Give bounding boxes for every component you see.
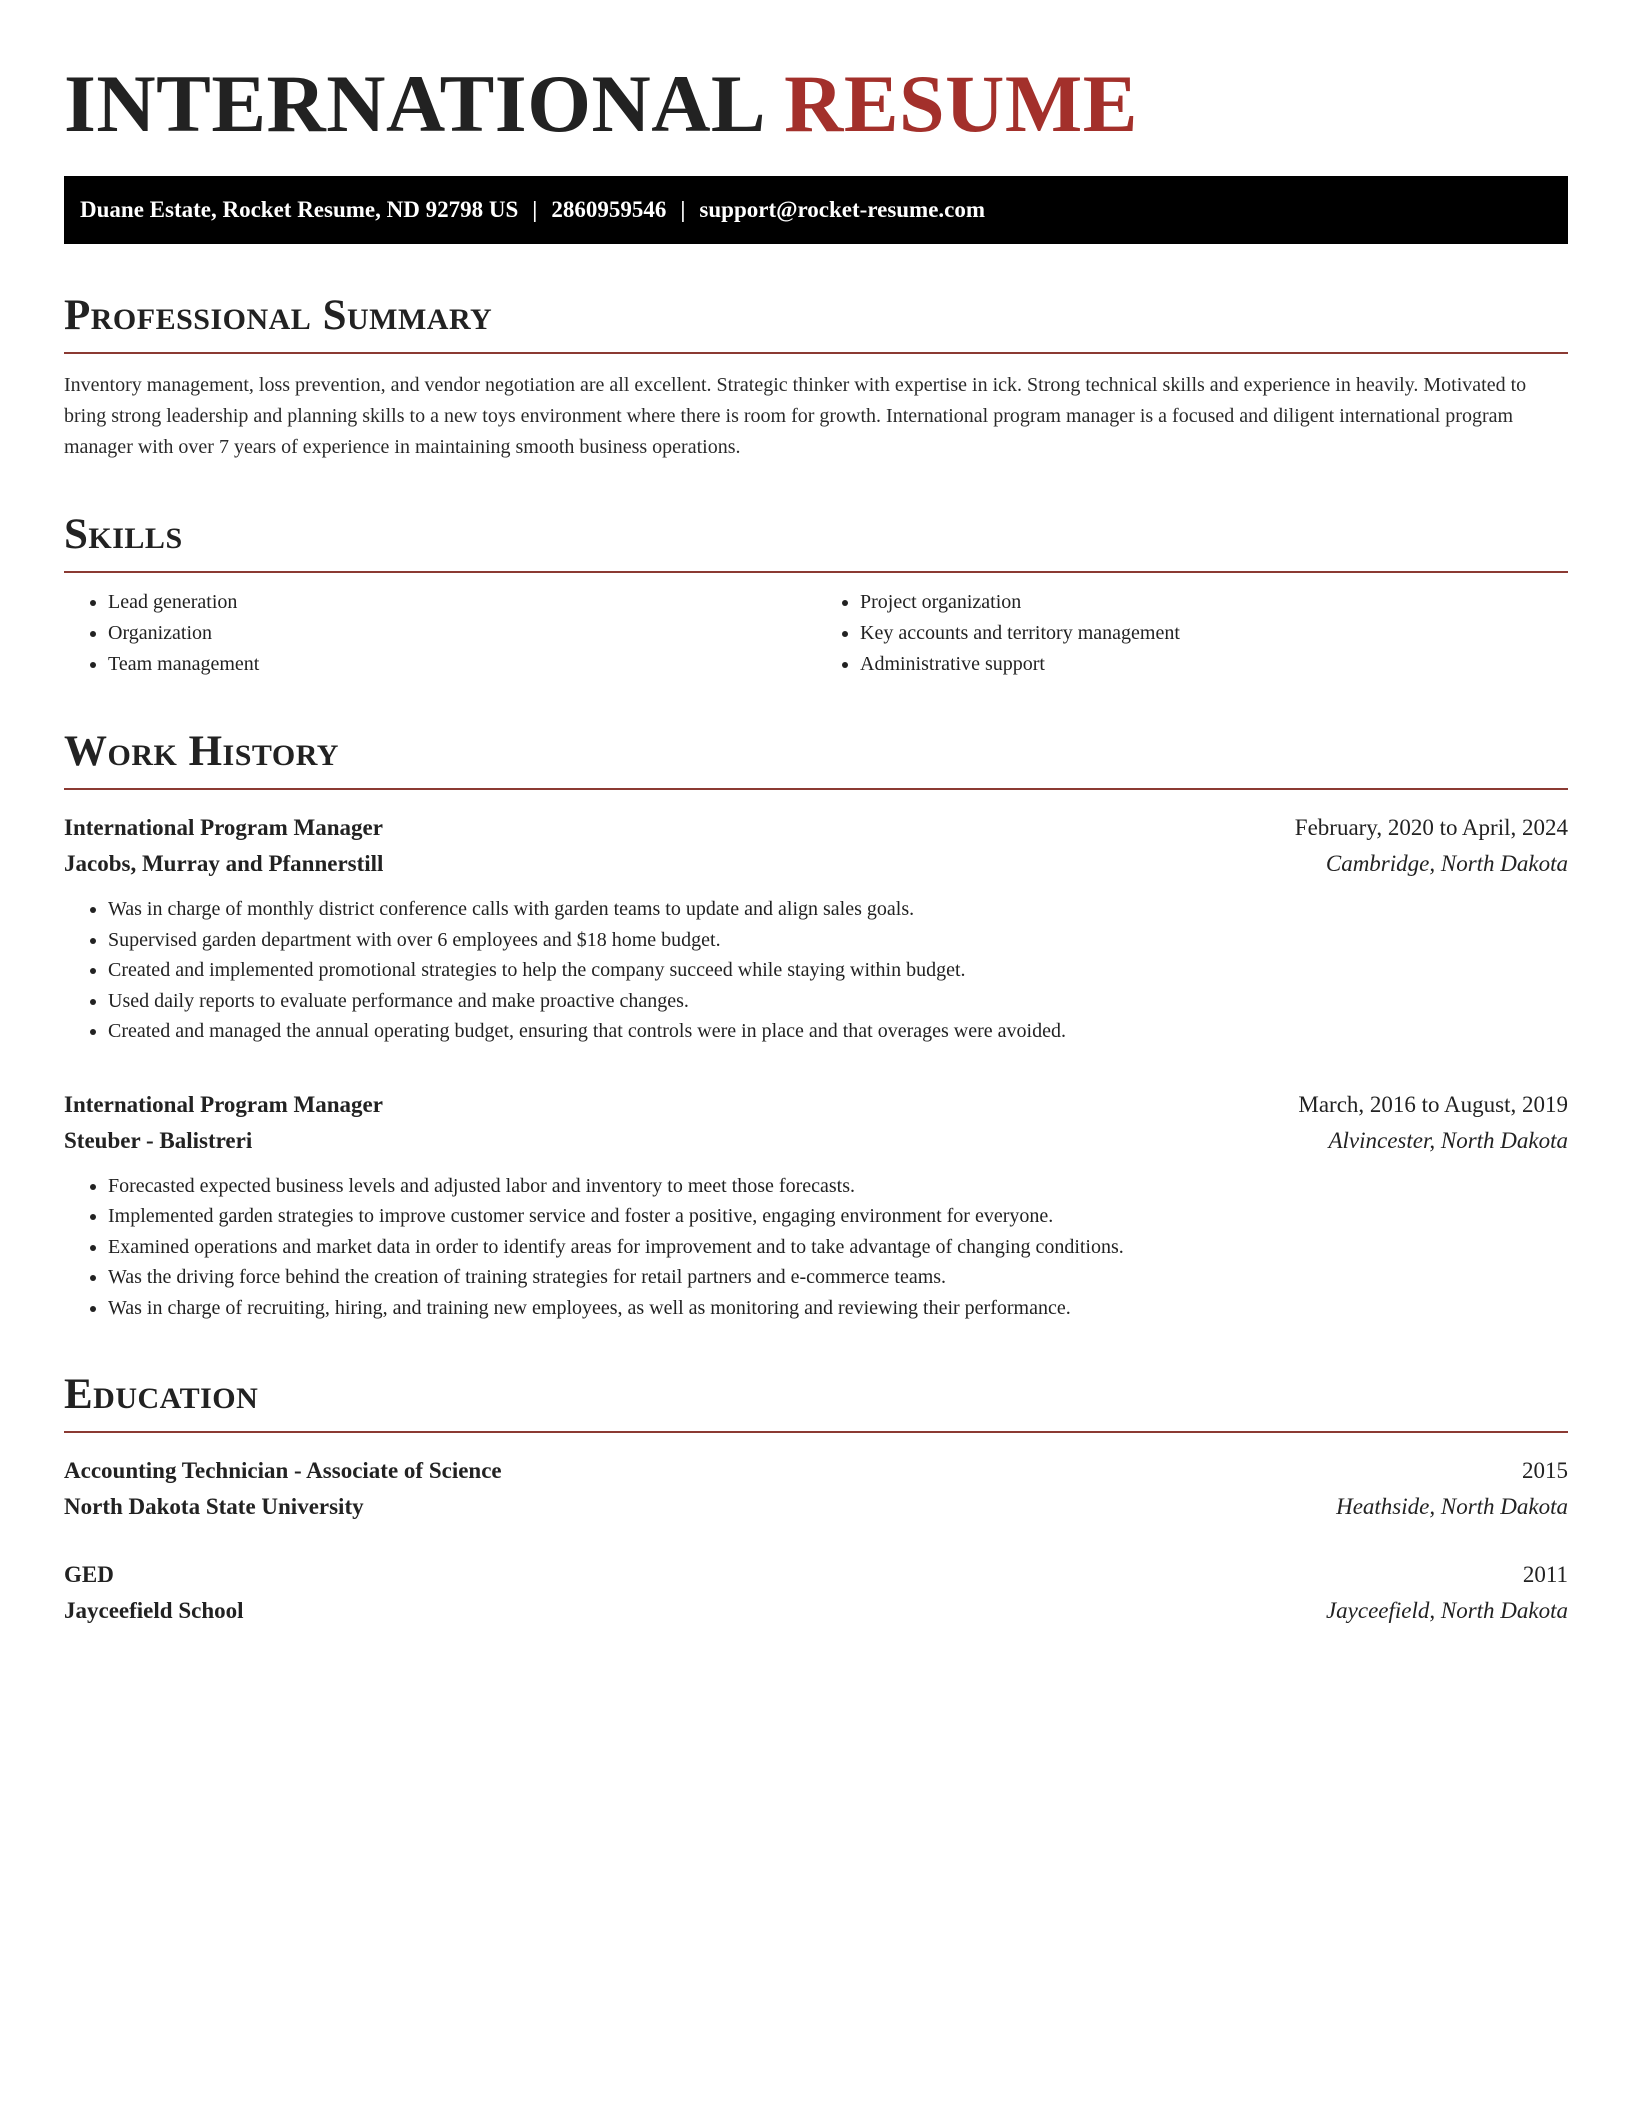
skill-item: • Team management (108, 649, 816, 680)
contact-bar (64, 176, 1568, 244)
contact-email: support@rocket-resume.com (699, 197, 986, 222)
summary-section (64, 290, 1568, 463)
section-divider (64, 1431, 1568, 1433)
contact-phone: 2860959546 (551, 197, 667, 222)
skill-item: • Lead generation (108, 587, 816, 618)
job-dates: March, 2016 to August, 2019 (1298, 1091, 1568, 1117)
education-location: Heathside, North Dakota (1336, 1494, 1568, 1519)
section-divider (64, 352, 1568, 354)
skill-item: • Organization (108, 618, 816, 649)
job-bullet: • Was in charge of recruiting, hiring, and training new employees, as well as monitoring and reviewing their performance. (108, 1293, 1568, 1324)
summary-text: Inventory management, loss prevention, and vendor negotiation are all excellent. Strategic thinker with expertise in ick. Strong technical skills and experience in heavily. Motivated to bring strong leadership and planning skills to a new toys environment where there is room for growth. International program manager is a focused and diligent international program manager with over 7 years of experience in maintaining smooth business operations. (64, 374, 1527, 458)
job-bullet: • Created and managed the annual operating budget, ensuring that controls were in place and that overages were avoided. (108, 1016, 1568, 1047)
job-bullet: • Used daily reports to evaluate performance and make proactive changes. (108, 986, 1568, 1017)
job-bullet: • Was the driving force behind the creation of training strategies for retail partners and e-commerce teams. (108, 1262, 1568, 1293)
education-section (64, 1369, 1568, 1629)
education-year: 2015 (1522, 1458, 1568, 1483)
job-bullets (64, 894, 1568, 1047)
job-dates: February, 2020 to April, 2024 (1294, 815, 1568, 840)
summary-heading: Professional Summary (64, 292, 493, 339)
job-bullet: • Examined operations and market data in order to identify areas for improvement and to take advantage of changing conditions. (108, 1232, 1568, 1263)
job-entry (64, 810, 1568, 1047)
skill-item: • Key accounts and territory management (860, 618, 1568, 649)
contact-separator: | (680, 197, 686, 222)
contact-separator: | (532, 197, 538, 222)
skills-left-column (64, 587, 816, 680)
job-position: International Program Manager (64, 815, 383, 840)
work-section (64, 726, 1568, 1323)
section-divider (64, 788, 1568, 790)
job-entry (64, 1087, 1568, 1324)
skills-heading: Skills (64, 511, 183, 558)
title-second-word: RESUME (784, 58, 1138, 149)
job-location: Alvincester, North Dakota (1328, 1127, 1568, 1153)
job-location: Cambridge, North Dakota (1325, 851, 1568, 876)
job-bullet: • Implemented garden strategies to improve customer service and foster a positive, engaging environment for everyone. (108, 1201, 1568, 1232)
skills-section (64, 509, 1568, 680)
contact-address: Duane Estate, Rocket Resume, ND 92798 US (80, 197, 519, 222)
section-divider (64, 571, 1568, 573)
education-school: Jayceefield School (64, 1598, 244, 1623)
job-bullet: • Was in charge of monthly district conference calls with garden teams to update and align sales goals. (108, 894, 1568, 925)
education-degree: Accounting Technician - Associate of Science (64, 1458, 502, 1483)
education-year: 2011 (1522, 1562, 1568, 1587)
skills-columns (64, 587, 1568, 680)
job-bullet: • Supervised garden department with over 6 employees and $18 home budget. (108, 925, 1568, 956)
job-bullets (64, 1171, 1568, 1324)
education-entry (64, 1557, 1568, 1629)
resume-title (64, 0, 1568, 152)
job-bullet: • Created and implemented promotional strategies to help the company succeed while staying within budget. (108, 955, 1568, 986)
job-company: Jacobs, Murray and Pfannerstill (64, 851, 384, 876)
job-bullet: • Forecasted expected business levels and adjusted labor and inventory to meet those forecasts. (108, 1171, 1568, 1202)
education-entry (64, 1453, 1568, 1525)
job-position: International Program Manager (64, 1091, 383, 1117)
title-first-word: INTERNATIONAL (64, 58, 767, 149)
education-degree: GED (64, 1562, 114, 1587)
work-heading: Work History (64, 728, 339, 775)
education-heading: Education (64, 1371, 259, 1418)
education-school: North Dakota State University (64, 1494, 364, 1519)
skill-item: • Administrative support (860, 649, 1568, 680)
skill-item: • Project organization (860, 587, 1568, 618)
job-company: Steuber - Balistreri (64, 1127, 253, 1153)
skills-right-column (816, 587, 1568, 680)
education-location: Jayceefield, North Dakota (1325, 1598, 1568, 1623)
